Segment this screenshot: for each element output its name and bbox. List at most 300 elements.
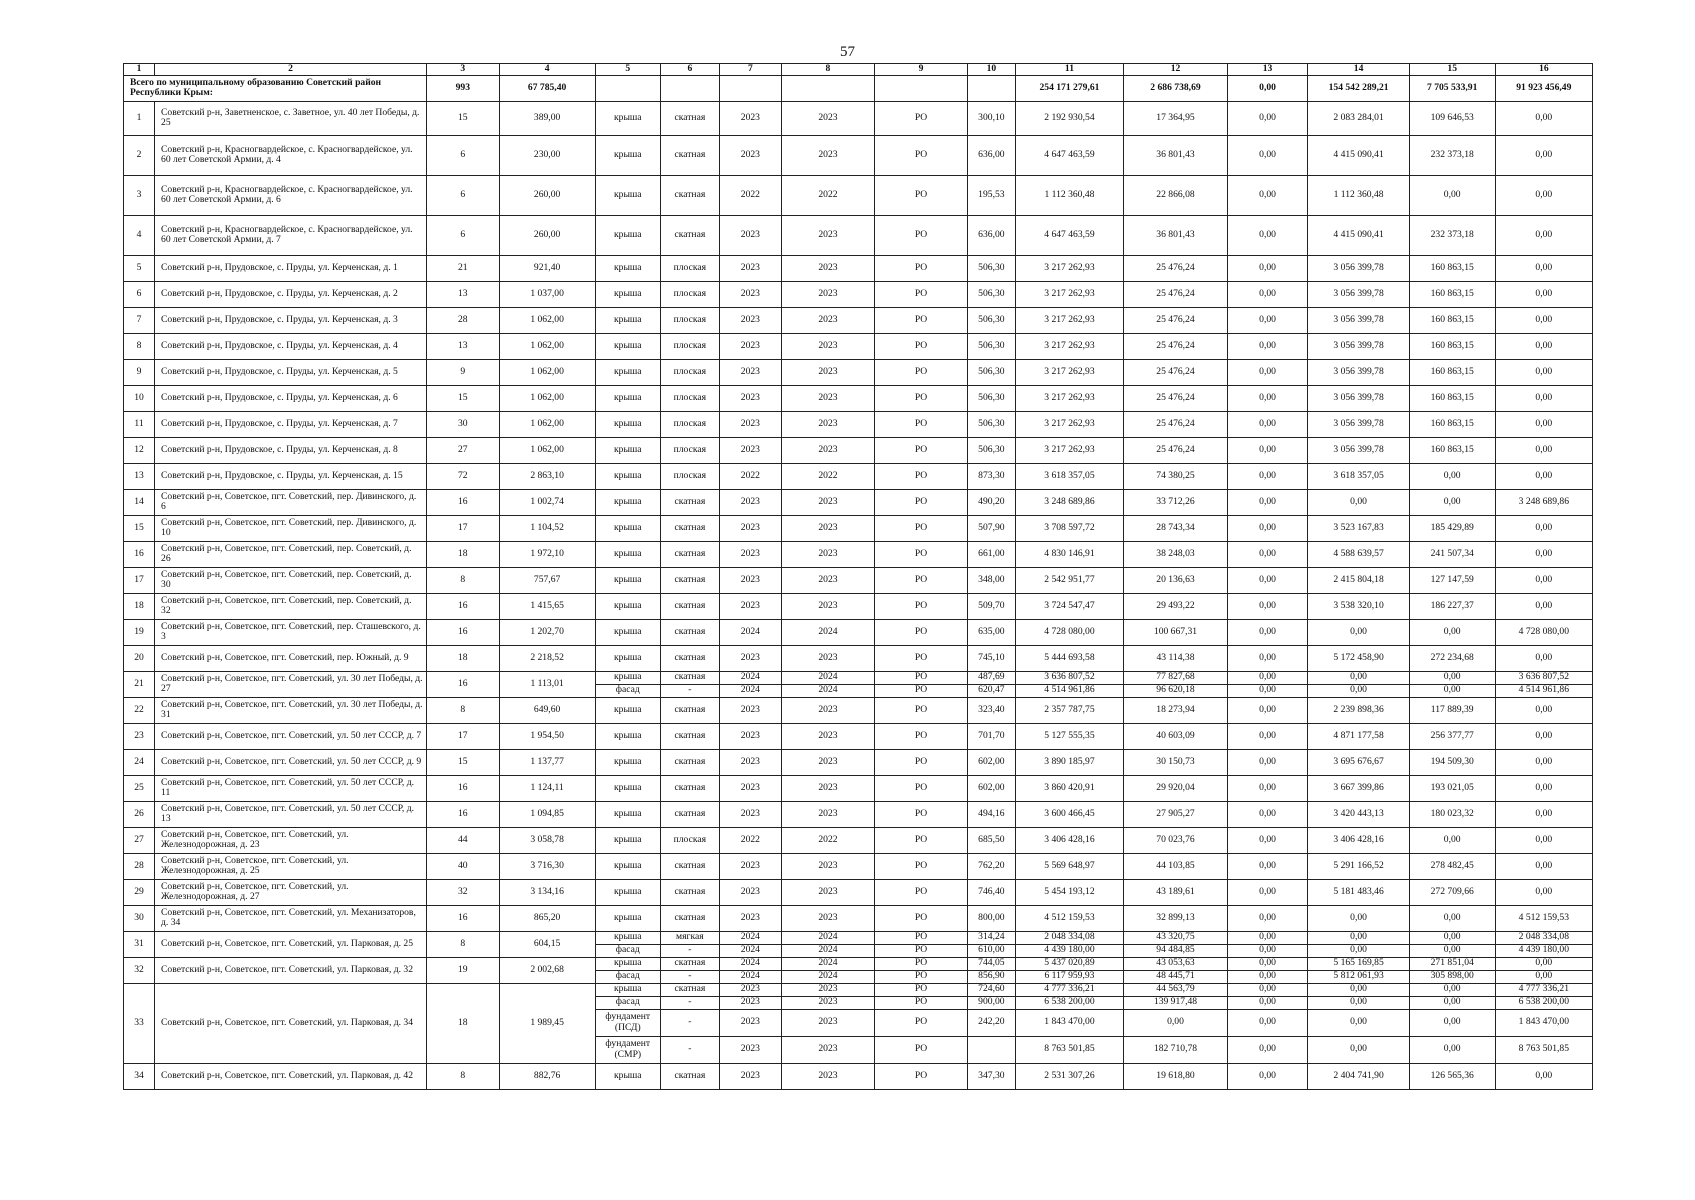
header-col-14: 14 <box>1308 64 1409 76</box>
col16-value: 0,00 <box>1495 827 1592 853</box>
work-type: крыша <box>595 593 660 619</box>
work-area: 900,00 <box>968 996 1016 1009</box>
work-type: крыша <box>595 853 660 879</box>
roof-type: скатная <box>660 723 719 749</box>
apartments-count: 16 <box>427 671 499 697</box>
address-cell: Советский р-н, Советское, пгт. Советский, ул. 30 лет Победы, д. 27 <box>155 671 427 697</box>
roof-type: мягкая <box>660 931 719 944</box>
row-number: 33 <box>124 983 155 1063</box>
col13-value: 0,00 <box>1227 215 1308 255</box>
apartments-count: 19 <box>427 957 499 983</box>
col14-value: 3 420 443,13 <box>1308 801 1409 827</box>
work-cost: 3 724 547,47 <box>1015 593 1124 619</box>
col16-value: 0,00 <box>1495 541 1592 567</box>
apartments-count: 16 <box>427 489 499 515</box>
building-area: 1 062,00 <box>499 359 595 385</box>
work-area: 506,30 <box>968 255 1016 281</box>
unit-cost: 25 476,24 <box>1124 437 1227 463</box>
funding-source: РО <box>874 905 967 931</box>
apartments-count: 16 <box>427 775 499 801</box>
roof-type: скатная <box>660 175 719 215</box>
year-start: 2023 <box>719 215 781 255</box>
year-end: 2023 <box>781 983 874 996</box>
col15-value: 0,00 <box>1409 931 1495 944</box>
work-type: крыша <box>595 1063 660 1089</box>
row-number: 13 <box>124 463 155 489</box>
roof-type: плоская <box>660 411 719 437</box>
row-number: 8 <box>124 333 155 359</box>
building-area: 1 113,01 <box>499 671 595 697</box>
col14-value: 0,00 <box>1308 1009 1409 1036</box>
col16-value: 0,00 <box>1495 281 1592 307</box>
building-area: 1 124,11 <box>499 775 595 801</box>
row-number: 9 <box>124 359 155 385</box>
year-end: 2023 <box>781 411 874 437</box>
col13-value: 0,00 <box>1227 931 1308 944</box>
building-area: 2 218,52 <box>499 645 595 671</box>
roof-type: - <box>660 970 719 983</box>
table-row <box>124 359 1593 385</box>
address-cell: Советский р-н, Советское, пгт. Советский, пер. Дивинского, д. 6 <box>155 489 427 515</box>
col16-value: 0,00 <box>1495 515 1592 541</box>
year-start: 2023 <box>719 101 781 135</box>
unit-cost: 25 476,24 <box>1124 333 1227 359</box>
year-end: 2023 <box>781 281 874 307</box>
work-type: крыша <box>595 541 660 567</box>
col13-value: 0,00 <box>1227 385 1308 411</box>
col13-value: 0,00 <box>1227 983 1308 996</box>
year-end: 2023 <box>781 359 874 385</box>
table-row <box>124 957 1593 970</box>
header-col-5: 5 <box>595 64 660 76</box>
work-cost: 5 444 693,58 <box>1015 645 1124 671</box>
work-area <box>968 1036 1016 1063</box>
address-cell: Советский р-н, Советское, пгт. Советский, ул. Парковая, д. 42 <box>155 1063 427 1089</box>
work-type: крыша <box>595 411 660 437</box>
address-cell: Советский р-н, Советское, пгт. Советский, ул. Железнодорожная, д. 27 <box>155 879 427 905</box>
table-row <box>124 775 1593 801</box>
year-start: 2023 <box>719 1009 781 1036</box>
unit-cost: 74 380,25 <box>1124 463 1227 489</box>
year-start: 2023 <box>719 645 781 671</box>
apartments-count: 32 <box>427 879 499 905</box>
col14-value: 3 618 357,05 <box>1308 463 1409 489</box>
funding-source: РО <box>874 101 967 135</box>
col13-value: 0,00 <box>1227 749 1308 775</box>
work-cost: 1 112 360,48 <box>1015 175 1124 215</box>
funding-source: РО <box>874 411 967 437</box>
building-area: 260,00 <box>499 215 595 255</box>
year-end: 2023 <box>781 1063 874 1089</box>
work-area: 507,90 <box>968 515 1016 541</box>
unit-cost: 28 743,34 <box>1124 515 1227 541</box>
col14-value: 5 172 458,90 <box>1308 645 1409 671</box>
building-area: 1 415,65 <box>499 593 595 619</box>
row-number: 31 <box>124 931 155 957</box>
unit-cost: 29 920,04 <box>1124 775 1227 801</box>
col16-value: 0,00 <box>1495 697 1592 723</box>
table-row <box>124 801 1593 827</box>
work-type: крыша <box>595 801 660 827</box>
unit-cost: 29 493,22 <box>1124 593 1227 619</box>
year-end: 2023 <box>781 215 874 255</box>
funding-source: РО <box>874 1009 967 1036</box>
col15-value: 0,00 <box>1409 983 1495 996</box>
work-cost: 3 217 262,93 <box>1015 385 1124 411</box>
roof-type: скатная <box>660 489 719 515</box>
year-start: 2023 <box>719 333 781 359</box>
col13-value: 0,00 <box>1227 827 1308 853</box>
year-start: 2023 <box>719 307 781 333</box>
header-col-3: 3 <box>427 64 499 76</box>
col13-value: 0,00 <box>1227 541 1308 567</box>
col15-value: 0,00 <box>1409 1036 1495 1063</box>
building-area: 3 134,16 <box>499 879 595 905</box>
building-area: 1 037,00 <box>499 281 595 307</box>
total-col16: 91 923 456,49 <box>1495 75 1592 101</box>
column-number-header <box>124 64 1593 76</box>
roof-type: плоская <box>660 359 719 385</box>
building-area: 921,40 <box>499 255 595 281</box>
address-cell: Советский р-н, Советское, пгт. Советский, ул. Парковая, д. 25 <box>155 931 427 957</box>
work-type: крыша <box>595 101 660 135</box>
apartments-count: 17 <box>427 515 499 541</box>
table-row <box>124 215 1593 255</box>
col13-value: 0,00 <box>1227 645 1308 671</box>
col13-value: 0,00 <box>1227 307 1308 333</box>
work-type: фасад <box>595 996 660 1009</box>
unit-cost: 25 476,24 <box>1124 281 1227 307</box>
apartments-count: 8 <box>427 931 499 957</box>
funding-source: РО <box>874 879 967 905</box>
col16-value: 6 538 200,00 <box>1495 996 1592 1009</box>
row-number: 28 <box>124 853 155 879</box>
year-end: 2023 <box>781 101 874 135</box>
work-cost: 3 860 420,91 <box>1015 775 1124 801</box>
work-area: 800,00 <box>968 905 1016 931</box>
apartments-count: 18 <box>427 541 499 567</box>
table-row <box>124 463 1593 489</box>
col13-value: 0,00 <box>1227 1036 1308 1063</box>
work-type: крыша <box>595 775 660 801</box>
building-area: 1 972,10 <box>499 541 595 567</box>
work-area: 506,30 <box>968 437 1016 463</box>
apartments-count: 8 <box>427 697 499 723</box>
address-cell: Советский р-н, Прудовское, с. Пруды, ул. Керченская, д. 3 <box>155 307 427 333</box>
col14-value: 3 523 167,83 <box>1308 515 1409 541</box>
table-row <box>124 723 1593 749</box>
work-cost: 4 512 159,53 <box>1015 905 1124 931</box>
work-cost: 3 217 262,93 <box>1015 359 1124 385</box>
funding-source: РО <box>874 359 967 385</box>
address-cell: Советский р-н, Советское, пгт. Советский, ул. 50 лет СССР, д. 7 <box>155 723 427 749</box>
work-type: крыша <box>595 515 660 541</box>
total-row <box>124 75 1593 101</box>
building-area: 230,00 <box>499 135 595 175</box>
col16-value: 0,00 <box>1495 437 1592 463</box>
funding-source: РО <box>874 463 967 489</box>
col14-value: 0,00 <box>1308 905 1409 931</box>
work-type: фундамент (СМР) <box>595 1036 660 1063</box>
year-end: 2023 <box>781 723 874 749</box>
funding-source: РО <box>874 684 967 697</box>
table-row <box>124 101 1593 135</box>
col16-value: 4 728 080,00 <box>1495 619 1592 645</box>
col16-value: 0,00 <box>1495 593 1592 619</box>
year-start: 2024 <box>719 957 781 970</box>
col16-value: 0,00 <box>1495 359 1592 385</box>
col16-value: 0,00 <box>1495 411 1592 437</box>
apartments-count: 15 <box>427 385 499 411</box>
year-end: 2023 <box>781 567 874 593</box>
year-start: 2023 <box>719 775 781 801</box>
address-cell: Советский р-н, Советское, пгт. Советский, ул. Парковая, д. 34 <box>155 983 427 1063</box>
work-area: 506,30 <box>968 411 1016 437</box>
col15-value: 256 377,77 <box>1409 723 1495 749</box>
col14-value: 3 056 399,78 <box>1308 411 1409 437</box>
year-end: 2022 <box>781 463 874 489</box>
row-number: 18 <box>124 593 155 619</box>
year-start: 2022 <box>719 175 781 215</box>
year-end: 2023 <box>781 307 874 333</box>
year-start: 2023 <box>719 135 781 175</box>
table-row <box>124 827 1593 853</box>
work-type: крыша <box>595 827 660 853</box>
total-col14: 154 542 289,21 <box>1308 75 1409 101</box>
unit-cost: 43 053,63 <box>1124 957 1227 970</box>
col13-value: 0,00 <box>1227 359 1308 385</box>
year-start: 2024 <box>719 931 781 944</box>
table-row <box>124 645 1593 671</box>
header-col-7: 7 <box>719 64 781 76</box>
funding-source: РО <box>874 944 967 957</box>
work-type: крыша <box>595 723 660 749</box>
address-cell: Советский р-н, Советское, пгт. Советский, ул. Железнодорожная, д. 23 <box>155 827 427 853</box>
row-number: 25 <box>124 775 155 801</box>
address-cell: Советский р-н, Советское, пгт. Советский, пер. Южный, д. 9 <box>155 645 427 671</box>
col15-value: 160 863,15 <box>1409 307 1495 333</box>
col15-value: 160 863,15 <box>1409 411 1495 437</box>
col14-value: 5 165 169,85 <box>1308 957 1409 970</box>
year-end: 2023 <box>781 489 874 515</box>
funding-source: РО <box>874 567 967 593</box>
col14-value: 0,00 <box>1308 983 1409 996</box>
building-area: 1 989,45 <box>499 983 595 1063</box>
address-cell: Советский р-н, Красногвардейское, с. Красногвардейское, ул. 60 лет Советской Армии, д. 7 <box>155 215 427 255</box>
year-end: 2023 <box>781 853 874 879</box>
building-area: 3 058,78 <box>499 827 595 853</box>
col16-value: 0,00 <box>1495 957 1592 970</box>
work-area: 300,10 <box>968 101 1016 135</box>
col13-value: 0,00 <box>1227 775 1308 801</box>
funding-source: РО <box>874 619 967 645</box>
header-col-10: 10 <box>968 64 1016 76</box>
col13-value: 0,00 <box>1227 905 1308 931</box>
col15-value: 109 646,53 <box>1409 101 1495 135</box>
apartments-count: 6 <box>427 215 499 255</box>
col16-value: 0,00 <box>1495 645 1592 671</box>
building-area: 757,67 <box>499 567 595 593</box>
address-cell: Советский р-н, Прудовское, с. Пруды, ул. Керченская, д. 2 <box>155 281 427 307</box>
col14-value: 5 812 061,93 <box>1308 970 1409 983</box>
row-number: 21 <box>124 671 155 697</box>
roof-type: скатная <box>660 215 719 255</box>
table-row <box>124 697 1593 723</box>
work-cost: 5 127 555,35 <box>1015 723 1124 749</box>
work-area: 746,40 <box>968 879 1016 905</box>
work-type: крыша <box>595 749 660 775</box>
work-type: крыша <box>595 645 660 671</box>
unit-cost: 25 476,24 <box>1124 307 1227 333</box>
unit-cost: 43 189,61 <box>1124 879 1227 905</box>
unit-cost: 44 103,85 <box>1124 853 1227 879</box>
building-area: 1 137,77 <box>499 749 595 775</box>
work-cost: 2 542 951,77 <box>1015 567 1124 593</box>
col16-value: 0,00 <box>1495 463 1592 489</box>
work-type: крыша <box>595 135 660 175</box>
col15-value: 0,00 <box>1409 463 1495 489</box>
year-start: 2022 <box>719 463 781 489</box>
col14-value: 2 239 898,36 <box>1308 697 1409 723</box>
total-area: 67 785,40 <box>499 75 595 101</box>
col15-value: 0,00 <box>1409 175 1495 215</box>
apartments-count: 9 <box>427 359 499 385</box>
row-number: 30 <box>124 905 155 931</box>
work-type: фасад <box>595 684 660 697</box>
work-cost: 5 569 648,97 <box>1015 853 1124 879</box>
work-cost: 4 514 961,86 <box>1015 684 1124 697</box>
funding-source: РО <box>874 983 967 996</box>
work-type: фундамент (ПСД) <box>595 1009 660 1036</box>
col13-value: 0,00 <box>1227 801 1308 827</box>
roof-type: плоская <box>660 437 719 463</box>
year-end: 2024 <box>781 970 874 983</box>
col13-value: 0,00 <box>1227 853 1308 879</box>
row-number: 12 <box>124 437 155 463</box>
row-number: 17 <box>124 567 155 593</box>
apartments-count: 27 <box>427 437 499 463</box>
work-cost: 3 217 262,93 <box>1015 411 1124 437</box>
roof-type: скатная <box>660 801 719 827</box>
unit-cost: 43 320,75 <box>1124 931 1227 944</box>
unit-cost: 33 712,26 <box>1124 489 1227 515</box>
year-start: 2023 <box>719 749 781 775</box>
unit-cost: 18 273,94 <box>1124 697 1227 723</box>
year-start: 2023 <box>719 489 781 515</box>
work-type: крыша <box>595 879 660 905</box>
work-type: крыша <box>595 567 660 593</box>
work-type: крыша <box>595 281 660 307</box>
unit-cost: 32 899,13 <box>1124 905 1227 931</box>
col13-value: 0,00 <box>1227 101 1308 135</box>
apartments-count: 16 <box>427 619 499 645</box>
unit-cost: 27 905,27 <box>1124 801 1227 827</box>
address-cell: Советский р-н, Советское, пгт. Советский, ул. Железнодорожная, д. 25 <box>155 853 427 879</box>
work-area: 744,05 <box>968 957 1016 970</box>
apartments-count: 8 <box>427 1063 499 1089</box>
work-type: фасад <box>595 970 660 983</box>
work-cost: 3 618 357,05 <box>1015 463 1124 489</box>
work-cost: 5 454 193,12 <box>1015 879 1124 905</box>
col14-value: 0,00 <box>1308 944 1409 957</box>
year-start: 2023 <box>719 255 781 281</box>
year-start: 2023 <box>719 515 781 541</box>
year-end: 2023 <box>781 697 874 723</box>
capital-repair-table <box>123 63 1593 1090</box>
unit-cost: 43 114,38 <box>1124 645 1227 671</box>
funding-source: РО <box>874 515 967 541</box>
col16-value: 4 514 961,86 <box>1495 684 1592 697</box>
unit-cost: 30 150,73 <box>1124 749 1227 775</box>
year-start: 2024 <box>719 970 781 983</box>
col13-value: 0,00 <box>1227 684 1308 697</box>
funding-source: РО <box>874 671 967 684</box>
address-cell: Советский р-н, Прудовское, с. Пруды, ул. Керченская, д. 4 <box>155 333 427 359</box>
row-number: 4 <box>124 215 155 255</box>
col16-value: 2 048 334,08 <box>1495 931 1592 944</box>
work-area: 602,00 <box>968 775 1016 801</box>
table-row <box>124 619 1593 645</box>
year-end: 2024 <box>781 944 874 957</box>
work-cost: 3 217 262,93 <box>1015 307 1124 333</box>
roof-type: - <box>660 1009 719 1036</box>
work-type: крыша <box>595 931 660 944</box>
row-number: 1 <box>124 101 155 135</box>
year-end: 2023 <box>781 135 874 175</box>
address-cell: Советский р-н, Советское, пгт. Советский, пер. Сташевского, д. 3 <box>155 619 427 645</box>
col16-value: 0,00 <box>1495 101 1592 135</box>
apartments-count: 17 <box>427 723 499 749</box>
row-number: 7 <box>124 307 155 333</box>
header-col-6: 6 <box>660 64 719 76</box>
year-end: 2023 <box>781 801 874 827</box>
year-end: 2023 <box>781 905 874 931</box>
header-col-13: 13 <box>1227 64 1308 76</box>
year-end: 2023 <box>781 333 874 359</box>
col16-value: 4 512 159,53 <box>1495 905 1592 931</box>
year-start: 2023 <box>719 385 781 411</box>
unit-cost: 38 248,03 <box>1124 541 1227 567</box>
address-cell: Советский р-н, Прудовское, с. Пруды, ул. Керченская, д. 15 <box>155 463 427 489</box>
col16-value: 0,00 <box>1495 970 1592 983</box>
year-start: 2023 <box>719 697 781 723</box>
apartments-count: 40 <box>427 853 499 879</box>
apartments-count: 6 <box>427 175 499 215</box>
unit-cost: 70 023,76 <box>1124 827 1227 853</box>
col13-value: 0,00 <box>1227 411 1308 437</box>
col13-value: 0,00 <box>1227 996 1308 1009</box>
year-end: 2023 <box>781 996 874 1009</box>
col14-value: 0,00 <box>1308 996 1409 1009</box>
funding-source: РО <box>874 801 967 827</box>
apartments-count: 21 <box>427 255 499 281</box>
row-number: 6 <box>124 281 155 307</box>
col14-value: 2 083 284,01 <box>1308 101 1409 135</box>
year-end: 2024 <box>781 957 874 970</box>
unit-cost: 139 917,48 <box>1124 996 1227 1009</box>
work-type: крыша <box>595 905 660 931</box>
header-col-15: 15 <box>1409 64 1495 76</box>
funding-source: РО <box>874 827 967 853</box>
col15-value: 185 429,89 <box>1409 515 1495 541</box>
col16-value: 0,00 <box>1495 385 1592 411</box>
work-cost: 2 192 930,54 <box>1015 101 1124 135</box>
year-start: 2023 <box>719 593 781 619</box>
page-number: 57 <box>840 44 855 60</box>
col13-value: 0,00 <box>1227 593 1308 619</box>
total-col13: 0,00 <box>1227 75 1308 101</box>
year-end: 2023 <box>781 515 874 541</box>
